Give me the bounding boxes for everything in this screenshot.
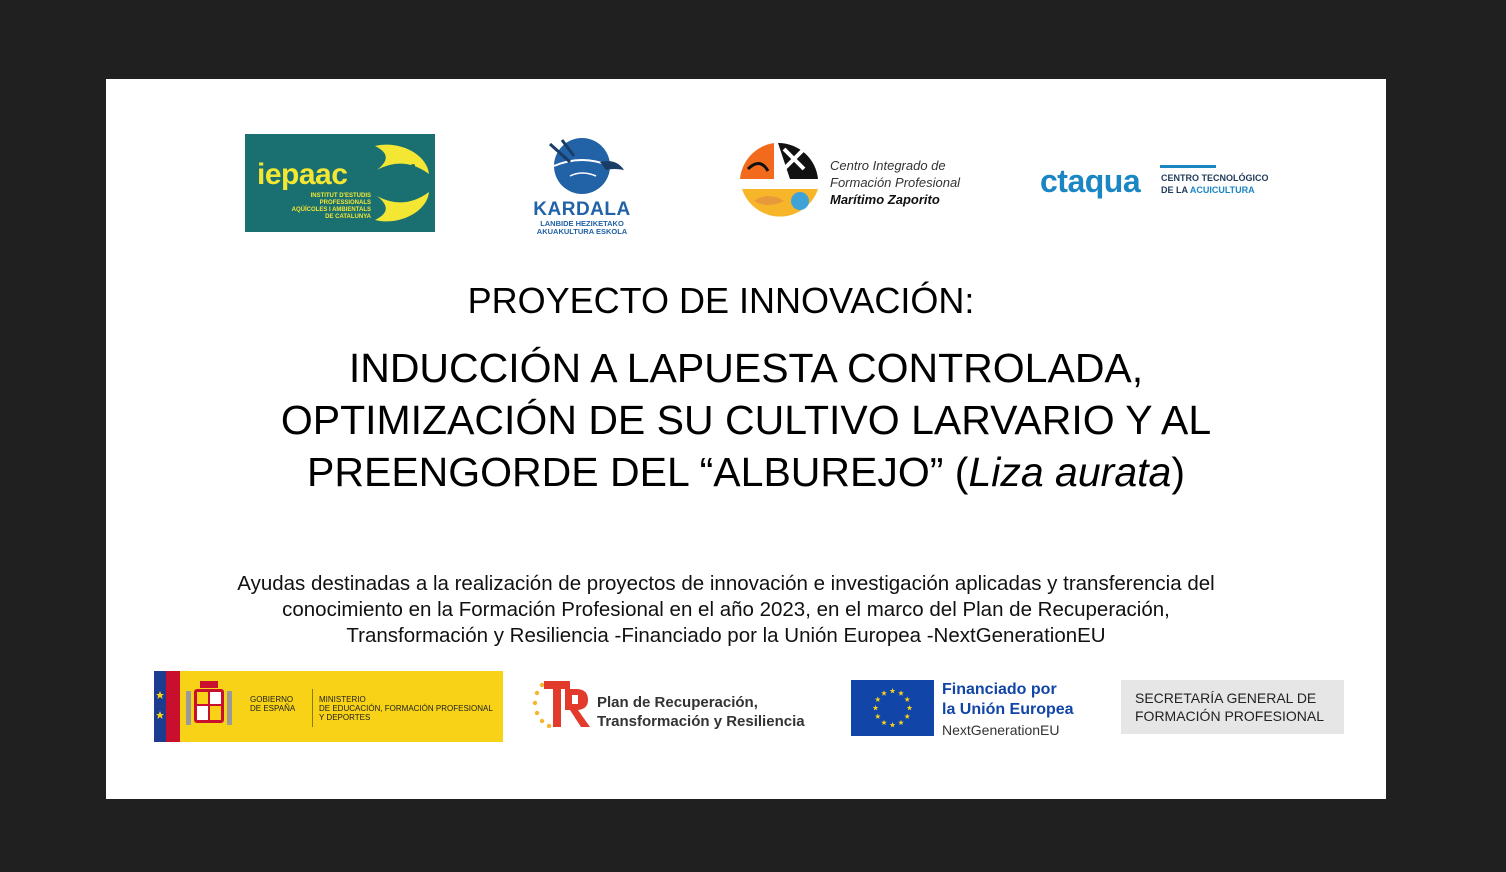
ministerio-line: MINISTERIO <box>319 695 366 704</box>
eu-star-icon <box>904 714 910 719</box>
fish-swirl-icon <box>369 140 433 226</box>
project-heading: PROYECTO DE INNOVACIÓN: <box>467 280 975 321</box>
eu-star-icon <box>898 720 904 725</box>
gobierno-line: DE ESPAÑA <box>250 704 296 713</box>
ctaqua-subtitle <box>1161 172 1269 196</box>
divider <box>312 689 313 727</box>
description-line: Ayudas destinadas a la realización de proyectos de innovación e investigación aplicadas y transferencia del <box>237 572 1215 595</box>
description-line: Transformación y Resiliencia -Financiado por la Unión Europea -NextGenerationEU <box>346 624 1106 647</box>
ctaqua-sub-prefix: DE LA <box>1161 185 1190 195</box>
kardala-subtitle <box>526 220 638 236</box>
eu-star-icon <box>898 690 904 695</box>
title-text: PREENGORDE DEL “ALBUREJO” ( <box>307 449 969 495</box>
ctaqua-sub-line: CENTRO TECNOLÓGICO <box>1161 173 1269 183</box>
eu-flag-icon <box>851 680 934 736</box>
eu-line: Financiado por <box>942 681 1057 698</box>
title-line <box>106 446 1386 498</box>
slide <box>106 79 1386 799</box>
eu-stars-icon <box>851 680 934 736</box>
secretaria-line: FORMACIÓN PROFESIONAL <box>1135 708 1325 724</box>
secretaria-text <box>1135 689 1324 725</box>
cifp-name: Marítimo Zaporito <box>830 192 940 207</box>
cifp-line: Formación Profesional <box>830 175 961 190</box>
iepaac-sub-line: PROFESSIONALS <box>319 200 371 206</box>
ministerio-line: DE EDUCACIÓN, FORMACIÓN PROFESIONAL <box>319 704 493 713</box>
kardala-sub-line: LANBIDE HEZIKETAKO <box>540 219 624 228</box>
eu-star-icon <box>881 720 887 725</box>
secretaria-line: SECRETARÍA GENERAL DE <box>1135 690 1317 706</box>
iepaac-subtitle <box>291 193 371 221</box>
ctaqua-sub-line <box>1161 184 1269 196</box>
eu-star-icon <box>907 705 913 710</box>
gobierno-line: GOBIERNO <box>250 695 294 704</box>
title-line: OPTIMIZACIÓN DE SU CULTIVO LARVARIO Y AL <box>280 397 1212 443</box>
tr-monogram-icon <box>532 677 594 731</box>
cifp-line: Centro Integrado de <box>830 158 946 173</box>
cifp-zaporito-logo <box>734 139 964 225</box>
plan-line: Transformación y Resiliencia <box>597 713 805 730</box>
ctaqua-accent-line <box>1160 165 1216 168</box>
kardala-name: KARDALA <box>533 199 631 220</box>
eu-star-icon <box>890 722 896 727</box>
title-text: ) <box>1171 449 1185 495</box>
eu-star-icon <box>875 714 881 719</box>
secretaria-general-logo <box>1121 680 1344 734</box>
eu-line: la Unión Europea <box>942 701 1074 718</box>
spain-coat-of-arms-icon <box>154 671 246 742</box>
description-line: conocimiento en la Formación Profesional en el año 2023, en el marco del Plan de Recuperación, <box>282 598 1170 621</box>
kardala-emblem-icon <box>540 136 626 198</box>
eu-star-icon <box>890 688 896 693</box>
eu-star-icon <box>904 697 910 702</box>
project-title <box>106 342 1386 498</box>
kardala-sub-line: AKUAKULTURA ESKOLA <box>536 227 628 236</box>
title-line: INDUCCIÓN A LAPUESTA CONTROLADA, <box>348 345 1144 391</box>
ctaqua-name: ctaqua <box>1040 163 1141 199</box>
eu-nextgen-text: NextGenerationEU <box>942 722 1060 738</box>
ministerio-text <box>319 695 493 722</box>
kardala-logo <box>526 136 638 236</box>
ctaqua-sub-highlight: ACUICULTURA <box>1189 185 1255 195</box>
iepaac-logo <box>245 134 435 232</box>
plan-line: Plan de Recuperación, <box>597 694 758 711</box>
ctaqua-logo <box>1040 163 1270 207</box>
iepaac-sub-line: INSTITUT D'ESTUDIS <box>310 193 371 199</box>
iepaac-sub-line: AQÜÍCOLES I AMBIENTALS <box>291 207 371 213</box>
gobierno-text <box>250 695 295 713</box>
plan-recuperacion-text <box>597 693 805 731</box>
ministerio-line: Y DEPORTES <box>319 713 371 722</box>
gobierno-ministerio-logo <box>154 671 503 742</box>
plan-recuperacion-logo <box>532 677 832 731</box>
eu-funding-logo <box>851 680 1091 738</box>
cifp-text <box>830 157 960 208</box>
iepaac-name: iepaac <box>257 158 348 191</box>
species-name: Liza aurata <box>968 449 1172 495</box>
iepaac-sub-line: DE CATALUNYA <box>325 214 371 220</box>
funding-description <box>146 571 1306 649</box>
eu-star-icon <box>873 705 879 710</box>
eu-star-icon <box>881 690 887 695</box>
eu-funded-text <box>942 680 1074 720</box>
cifp-emblem-icon <box>734 139 826 225</box>
eu-star-icon <box>875 697 881 702</box>
